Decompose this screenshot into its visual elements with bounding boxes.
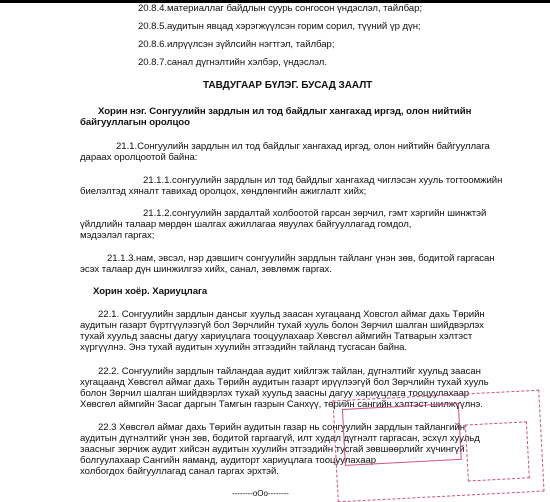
clause-21-1-3: 21.1.3.нам, эвсэл, нэр дэвшигч сонгуулийн зардлын тайланг үнэн зөв, бодитой гаргасан <box>107 253 495 264</box>
clause-21-1-cont: дараах оролцоотой байна: <box>80 152 198 163</box>
clause-22-2-l1: 22.2. Сонгуулийн зардлын тайландаа аудит хийлгэж тайлан, дүгнэлтийг хуульд заасан <box>98 366 481 377</box>
clause-22-3-l3: заасныг зөрчиж аудит хийсэн аудитын хуулийн этгээдийн тусгай зөвшөөрлийг хүчингүй <box>80 444 465 455</box>
seal-frame-left <box>342 403 462 466</box>
clause-22-1-l3: тухай хуульд заасны дагуу хариуцлага тооцуулахаар Хөвсгөл аймгийн Татварын хэлтэст <box>80 331 473 342</box>
chapter-heading: ТАВДУГААР БҮЛЭГ. БУСАД ЗААЛТ <box>203 80 373 91</box>
clause-20-8-5: 20.8.5.аудитын явцад хэрэгжүүлсэн горим сорил, түүний үр дүн; <box>138 21 421 32</box>
clause-21-1-2: 21.1.2.сонгуулийн зардалтай холбоотой гарсан зөрчил, гэмт хэргийн шинжтэй <box>143 208 487 219</box>
article-21-title: Хорин нэг. Сонгуулийн зардлын ил тод байдлыг хангахад иргэд, олон нийтийн <box>98 106 472 117</box>
clause-21-1-1: 21.1.1.сонгуулийн зардлын ил тод байдлыг хангахад чиглэсэн хууль тогтоомжийн <box>143 175 503 186</box>
clause-20-8-6: 20.8.6.илрүүлсэн зүйлсийн нэгтгэл, тайлбар; <box>138 39 335 50</box>
clause-22-3-l2: аудитын дүгнэлтийг үнэн зөв, бодитой гаргаагүй, илт худал дүгнэлт гаргасан, эсхүл хуульд <box>80 433 480 444</box>
clause-22-1-l1: 22.1. Сонгуулийн зардлын дансыг хуульд заасан хугацаанд Ховсгол аймаг дахь Төрийн <box>98 309 485 320</box>
official-seal <box>332 390 544 502</box>
article-22-title: Хорин хоёр. Хариуцлага <box>93 286 208 297</box>
clause-22-2-l4: Хөвсгөл аймгийн Засаг даргын Тамгын газрын Санхүү, төрийн сангийн хэлтэст шилжүүлнэ. <box>80 399 483 410</box>
article-21-title-cont: байгууллагын оролцоо <box>80 117 190 128</box>
clause-21-1-3-cont: эсэх талаар дүн шинжилгээ хийх, санал, зөвлөмж гаргах. <box>80 264 332 275</box>
clause-21-1-2-cont2: мэдээлэл гаргах; <box>80 230 155 241</box>
clause-21-1: 21.1.Сонгуулийн зардлын ил тод байдлыг хангахад иргэд, олон нийтийн байгууллага <box>116 141 490 152</box>
clause-21-1-2-cont: үйлдлийн талаар мөрдөн шалгах ажиллагаа явуулах байгууллагад гомдол, <box>80 219 412 230</box>
clause-22-2-l3: болон Зөрчил шалган шийдвэрлэх тухай хуульд заасны дагуу хариуцлага тооцуулахаар <box>80 388 470 399</box>
end-ornament: --------оОо-------- <box>232 489 289 498</box>
clause-21-1-1-cont: биелэлтэд хяналт тавихад оролцох, хөндлөнгийн ажиглалт хийх; <box>80 186 367 197</box>
clause-20-8-7: 20.8.7.санал дүгнэлтийн хэлбэр, үндэслэл. <box>138 57 327 68</box>
clause-22-3-l5: холбогдох байгууллагад санал гаргах эрхтэй. <box>80 466 279 477</box>
clause-22-3-l4: болгуулахаар Сангийн яаманд, аудиторт хариуцлага тооцуулахаар <box>80 455 377 466</box>
clause-22-1-l4: хүргүүлнэ. Энэ тухай аудитын хуулийн этгээдийн тайланд тусгасан байна. <box>80 342 408 353</box>
clause-22-3-l1: 22.3 Хөвсгөл аймаг дахь Төрийн аудитын газар нь сонгуулийн зардлын тайлангийн <box>98 422 465 433</box>
clause-20-8-4: 20.8.4.материаллаг байдлын суурь сонгосон үндэслэл, тайлбар; <box>138 3 422 14</box>
clause-22-2-l2: хугацаанд Хөвсгөл аймаг дахь Төрийн аудитын газарт ирүүлээгүй бол Зөрчлийн тухай хууль <box>80 377 489 388</box>
seal-frame-right <box>465 421 530 481</box>
clause-22-1-l2: аудитын газарт бүртгүүлээгүй бол Зөрчлийн тухай хууль болон Зөрчил шалган шийдвэрлэх <box>80 320 484 331</box>
